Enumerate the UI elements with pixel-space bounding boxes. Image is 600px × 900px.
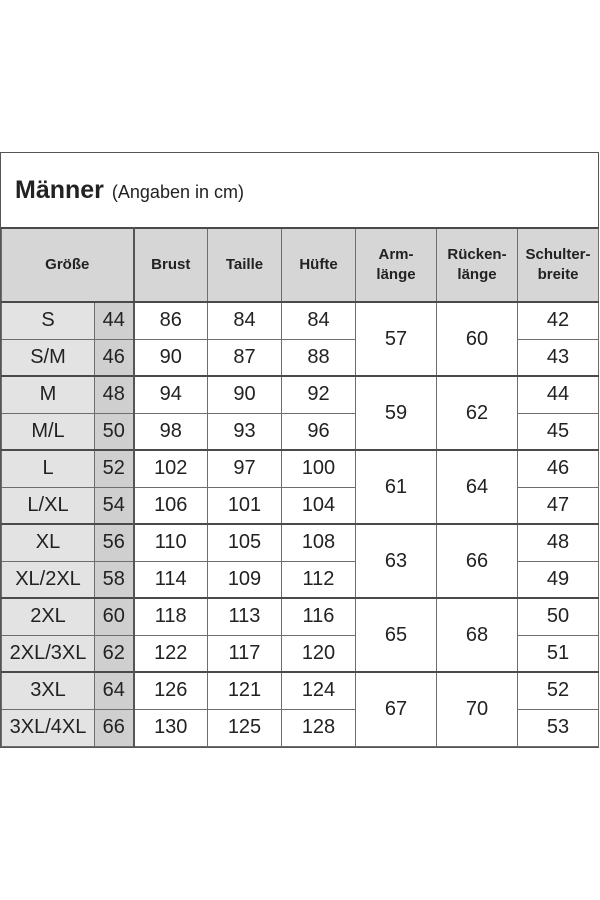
armlaenge-value: 61: [356, 450, 437, 524]
size-number: 44: [95, 302, 134, 339]
schulterbreite-value: 53: [518, 709, 599, 746]
header-huefte: Hüfte: [282, 228, 356, 302]
header-rueckenlaenge: Rücken- länge: [437, 228, 518, 302]
brust-value: 98: [134, 413, 208, 450]
rueckenlaenge-value: 60: [437, 302, 518, 376]
table-row: [2, 376, 599, 413]
size-label: S: [2, 302, 95, 339]
size-number: 52: [95, 450, 134, 487]
huefte-value: 116: [282, 598, 356, 635]
schulterbreite-value: 43: [518, 339, 599, 376]
size-label: S/M: [2, 339, 95, 376]
size-number: 54: [95, 487, 134, 524]
schulterbreite-value: 49: [518, 561, 599, 598]
header-schulterbreite: Schulter- breite: [518, 228, 599, 302]
huefte-value: 100: [282, 450, 356, 487]
schulterbreite-value: 46: [518, 450, 599, 487]
size-label: XL/2XL: [2, 561, 95, 598]
taille-value: 90: [208, 376, 282, 413]
huefte-value: 96: [282, 413, 356, 450]
schulterbreite-value: 48: [518, 524, 599, 561]
table-row: [2, 450, 599, 487]
huefte-value: 108: [282, 524, 356, 561]
size-label: M: [2, 376, 95, 413]
header-brust: Brust: [134, 228, 208, 302]
brust-value: 122: [134, 635, 208, 672]
header-size: Größe: [2, 228, 134, 302]
table-body: [2, 302, 599, 746]
size-number: 58: [95, 561, 134, 598]
rueckenlaenge-value: 68: [437, 598, 518, 672]
size-label: XL: [2, 524, 95, 561]
size-number: 66: [95, 709, 134, 746]
table-row: [2, 302, 599, 339]
taille-value: 109: [208, 561, 282, 598]
brust-value: 86: [134, 302, 208, 339]
taille-value: 93: [208, 413, 282, 450]
taille-value: 105: [208, 524, 282, 561]
schulterbreite-value: 50: [518, 598, 599, 635]
size-chart: [0, 152, 599, 748]
taille-value: 101: [208, 487, 282, 524]
taille-value: 113: [208, 598, 282, 635]
size-label: L/XL: [2, 487, 95, 524]
table-row: [2, 598, 599, 635]
armlaenge-value: 59: [356, 376, 437, 450]
huefte-value: 128: [282, 709, 356, 746]
schulterbreite-value: 42: [518, 302, 599, 339]
rueckenlaenge-value: 66: [437, 524, 518, 598]
brust-value: 130: [134, 709, 208, 746]
huefte-value: 112: [282, 561, 356, 598]
size-label: M/L: [2, 413, 95, 450]
size-label: 2XL: [2, 598, 95, 635]
rueckenlaenge-value: 70: [437, 672, 518, 746]
taille-value: 125: [208, 709, 282, 746]
size-number: 46: [95, 339, 134, 376]
huefte-value: 88: [282, 339, 356, 376]
schulterbreite-value: 52: [518, 672, 599, 709]
size-number: 48: [95, 376, 134, 413]
brust-value: 90: [134, 339, 208, 376]
header-armlaenge: Arm- länge: [356, 228, 437, 302]
schulterbreite-value: 44: [518, 376, 599, 413]
rueckenlaenge-value: 64: [437, 450, 518, 524]
brust-value: 118: [134, 598, 208, 635]
size-label: 3XL/4XL: [2, 709, 95, 746]
huefte-value: 104: [282, 487, 356, 524]
brust-value: 126: [134, 672, 208, 709]
size-number: 56: [95, 524, 134, 561]
brust-value: 94: [134, 376, 208, 413]
taille-value: 87: [208, 339, 282, 376]
size-table: [1, 227, 599, 747]
brust-value: 102: [134, 450, 208, 487]
armlaenge-value: 65: [356, 598, 437, 672]
brust-value: 106: [134, 487, 208, 524]
size-label: 2XL/3XL: [2, 635, 95, 672]
taille-value: 84: [208, 302, 282, 339]
table-row: [2, 524, 599, 561]
huefte-value: 84: [282, 302, 356, 339]
armlaenge-value: 57: [356, 302, 437, 376]
size-number: 64: [95, 672, 134, 709]
armlaenge-value: 63: [356, 524, 437, 598]
size-number: 50: [95, 413, 134, 450]
size-label: 3XL: [2, 672, 95, 709]
huefte-value: 120: [282, 635, 356, 672]
schulterbreite-value: 47: [518, 487, 599, 524]
header-row: [2, 228, 599, 302]
size-number: 60: [95, 598, 134, 635]
taille-value: 97: [208, 450, 282, 487]
brust-value: 110: [134, 524, 208, 561]
schulterbreite-value: 51: [518, 635, 599, 672]
size-label: L: [2, 450, 95, 487]
table-row: [2, 672, 599, 709]
armlaenge-value: 67: [356, 672, 437, 746]
huefte-value: 124: [282, 672, 356, 709]
taille-value: 121: [208, 672, 282, 709]
taille-value: 117: [208, 635, 282, 672]
brust-value: 114: [134, 561, 208, 598]
size-number: 62: [95, 635, 134, 672]
rueckenlaenge-value: 62: [437, 376, 518, 450]
chart-title-bar: [1, 153, 598, 227]
huefte-value: 92: [282, 376, 356, 413]
chart-subtitle: (Angaben in cm): [111, 181, 244, 202]
schulterbreite-value: 45: [518, 413, 599, 450]
chart-title: Männer: [15, 175, 104, 204]
header-taille: Taille: [208, 228, 282, 302]
